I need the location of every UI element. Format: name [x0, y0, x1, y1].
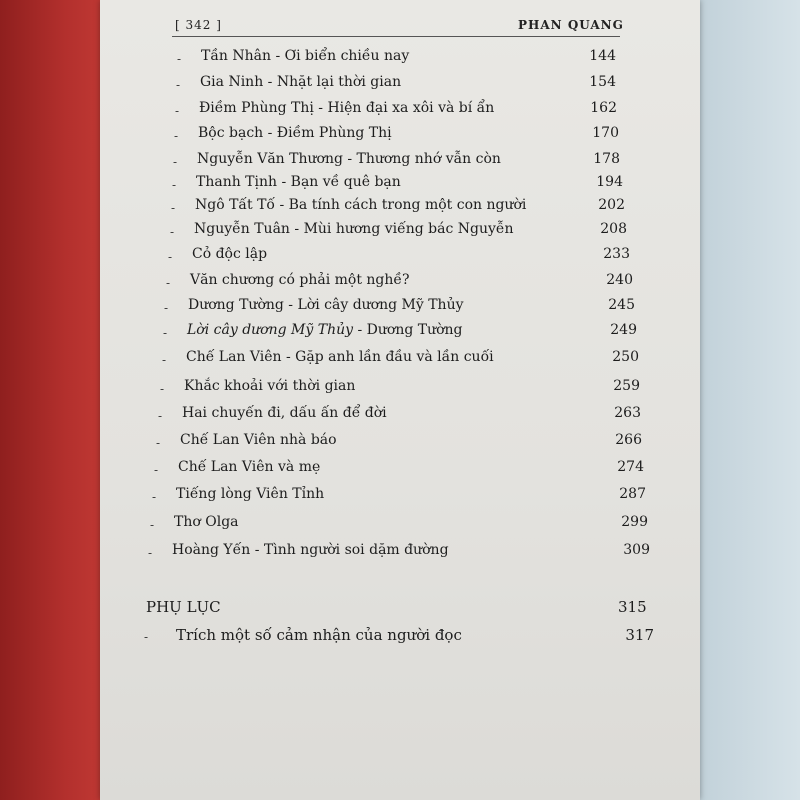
appendix-heading: PHỤ LỤC [146, 598, 221, 616]
entry-title: Hoàng Yến - Tình người soi dặm đường [172, 542, 449, 558]
entry-title [187, 322, 463, 338]
toc-entry [175, 100, 617, 124]
entry-page: 259 [613, 378, 640, 394]
entry-page: 202 [598, 197, 625, 213]
entry-title: Tiếng lòng Viên Tỉnh [176, 486, 325, 502]
entry-dash: - [163, 326, 168, 340]
toc-entry [176, 74, 616, 98]
entry-dash: - [158, 409, 163, 423]
toc-entry [162, 349, 639, 373]
entry-title: Tần Nhân - Ơi biển chiều nay [201, 48, 410, 64]
entry-title: Trích một số cảm nhận của người đọc [176, 626, 462, 644]
blue-background [690, 0, 800, 800]
toc-entry [154, 459, 644, 483]
entry-page: 144 [589, 48, 616, 64]
entry-dash: - [177, 52, 182, 66]
entry-dash: - [173, 155, 178, 169]
toc-entry [171, 197, 625, 221]
toc-entry [166, 272, 633, 296]
toc-entry [156, 432, 642, 456]
entry-dash: - [170, 225, 175, 239]
author-header: PHAN QUANG [518, 18, 624, 32]
entry-dash: - [164, 301, 169, 315]
toc-entry [172, 174, 623, 198]
entry-page: 240 [606, 272, 633, 288]
entry-dash: - [148, 546, 153, 560]
entry-page: 170 [592, 125, 619, 141]
toc-entry [170, 221, 627, 245]
toc-entry [163, 322, 637, 346]
entry-page: 263 [614, 405, 641, 421]
entry-dash: - [160, 382, 165, 396]
toc-entry [164, 297, 635, 321]
entry-title: Bộc bạch - Điềm Phùng Thị [198, 125, 392, 141]
toc-entry [174, 125, 619, 149]
entry-dash: - [162, 353, 167, 367]
entry-title: Thanh Tịnh - Bạn về quê bạn [196, 174, 401, 190]
entry-dash: - [150, 518, 155, 532]
entry-page: 154 [589, 74, 616, 90]
entry-dash: - [144, 630, 149, 644]
entry-title: Dương Tường - Lời cây dương Mỹ Thủy [188, 297, 464, 313]
appendix-heading-page: 315 [618, 598, 647, 616]
entry-title: Chế Lan Viên - Gặp anh lần đầu và lần cuối [186, 349, 494, 365]
toc-entry [150, 514, 648, 538]
table-of-contents [100, 0, 700, 800]
toc-entry [173, 151, 620, 175]
entry-title: Văn chương có phải một nghề? [190, 272, 410, 288]
entry-title: Thơ Olga [174, 514, 239, 530]
entry-title: Điềm Phùng Thị - Hiện đại xa xôi và bí ẩn [199, 100, 495, 116]
entry-title: Nguyễn Tuân - Mùi hương viếng bác Nguyễn [194, 221, 514, 237]
entry-page: 250 [612, 349, 639, 365]
entry-title-rest: - Dương Tường [353, 322, 463, 338]
entry-title: Hai chuyến đi, dấu ấn để đời [182, 405, 387, 421]
entry-title: Gia Ninh - Nhặt lại thời gian [200, 74, 402, 90]
entry-dash: - [152, 490, 157, 504]
entry-dash: - [176, 78, 181, 92]
entry-title: Khắc khoải với thời gian [184, 378, 356, 394]
toc-entry [177, 48, 616, 72]
entry-dash: - [154, 463, 159, 477]
entry-dash: - [172, 178, 177, 192]
entry-page: 208 [600, 221, 627, 237]
entry-title: Chế Lan Viên nhà báo [180, 432, 337, 448]
entry-page: 178 [593, 151, 620, 167]
entry-dash: - [175, 104, 180, 118]
entry-page: 233 [603, 246, 630, 262]
entry-title-italic: Lời cây dương Mỹ Thủy [187, 322, 354, 338]
entry-page: 309 [623, 542, 650, 558]
entry-page: 194 [596, 174, 623, 190]
entry-title: Ngô Tất Tố - Ba tính cách trong một con người [195, 197, 527, 213]
toc-entry [148, 542, 650, 566]
entry-page: 162 [590, 100, 617, 116]
entry-page: 245 [608, 297, 635, 313]
toc-entry [158, 405, 641, 429]
entry-page: 274 [617, 459, 644, 475]
entry-title: Cỏ độc lập [192, 246, 268, 262]
entry-title: Chế Lan Viên và mẹ [178, 459, 321, 475]
entry-title: Nguyễn Văn Thương - Thương nhớ vẫn còn [197, 151, 501, 167]
entry-dash: - [156, 436, 161, 450]
entry-page: 287 [619, 486, 646, 502]
entry-dash: - [166, 276, 171, 290]
entry-dash: - [174, 129, 179, 143]
toc-entry [160, 378, 640, 402]
appendix-entry [144, 626, 654, 650]
entry-page: 249 [610, 322, 637, 338]
page-number-header: [ 342 ] [175, 18, 222, 32]
toc-entry [168, 246, 630, 270]
entry-dash: - [171, 201, 176, 215]
book-page [100, 0, 700, 800]
entry-page: 317 [625, 626, 654, 644]
entry-dash: - [168, 250, 173, 264]
toc-entry [152, 486, 646, 510]
entry-page: 299 [621, 514, 648, 530]
entry-page: 266 [615, 432, 642, 448]
red-background [0, 0, 110, 800]
